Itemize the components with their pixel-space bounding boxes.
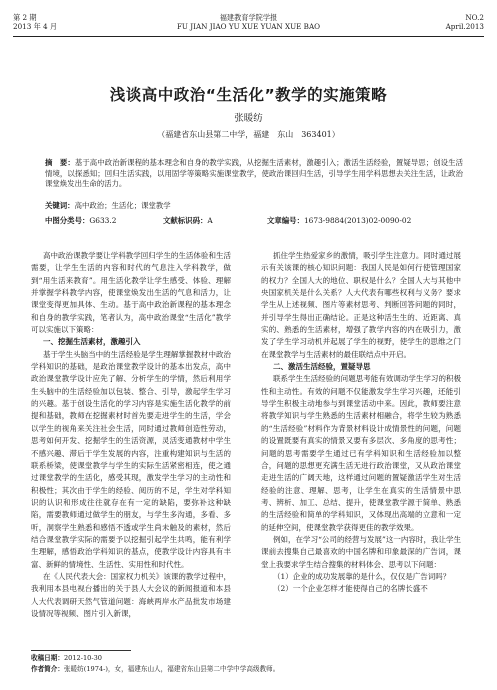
abstract [45,158,463,190]
received-date [31,654,102,663]
body-column-right [261,250,461,596]
abstract-text: 基于高中政治新课程的基本理念和自身的教学实践，从挖掘生活素材，激趣引入；激活生活经验，置疑导思；创设生活情境，以探悉知；回归生活实践，以用固学等策略实施课堂教学，使政治课回归生活，引导学生用学科思想去关注生活，让政治课堂焕发出生命的活力。 [45,158,463,188]
body-paragraph: （1）企业的成功发展靠的是什么，仅仅是广告词吗？ [273,571,451,581]
body-paragraph: 例如，在学习“公司的经营与发展”这一内容时，我让学生课前去搜集自己最喜欢的中国名牌和印象最深的广告词，课堂上我要求学生结合搜集的材料体会、思考以下问题： [261,534,461,569]
author-bio [31,665,279,674]
header-rule [13,36,484,37]
header-right [446,13,484,31]
journal-pinyin: FU JIAN JIAO YU XUE YUAN XUE BAO [176,22,321,31]
body-paragraph: 基于学生头脑当中的生活经验是学生理解掌握教材中政治学科知识的基础，是政治课堂教学设计的基本出发点，高中政治课堂教学设计应先了解、分析学生的学情，然后利用学生头脑中的生活经验加以包装、整合、引导，激起学生学习的兴趣。基于创设生活化的学习内容是实施生活化教学的前提和基础，教师在挖掘素材时首先要走进学生的生活，学会以学生的视角来关注社会生活，同时通过教师创造性劳动，思考如何开发、挖掘学生的生活资源，灵活变通教材中学生不感兴趣、滞后于学生发展的内容，注重构建知识与生活的联系桥梁，使课堂教学与学生的实际生活紧密相连，使之通过课堂教学的生活化，感受其现，激发学生学习的主动性和积极性；其次由于学生的经验、阅历的不足，学生对学科知识的认识和形成往往就存在有一定的缺陷，要弥补这种缺陷，需要教师通过做学生的朋友，与学生多沟通，多看、多听，洞察学生熟悉和感悟不透或学生尚未触及的素材，然后结合课堂教学实际的需要予以挖掘引起学生共鸣，能有利学生理解，感悟政治学科知识的基点，使教学设计内容具有丰富、新鲜的情境性、生活性、实用性和时代性。 [31,349,231,569]
author-affiliation: （福建省东山县第二中学，福建 东山 363401） [157,130,340,139]
keywords [45,200,171,211]
doc-code-field [163,215,213,226]
keywords-label: 关键词： [45,201,75,210]
running-header [13,13,484,35]
issue-date: 2013 年 4 月 [13,22,58,31]
article-title: 浅谈高中政治“生活化”教学的实施策略 [109,86,388,104]
author-bio-label: 作者简介： [31,665,64,673]
body-paragraph: 在《人民代表大会：国家权力机关》该课的教学过程中，我利用本县电视台播出的关于县人大会议的新闻报道和本县人大代表调研天然气管道问题：海峡两岸水产品批发市场建设情况等视频、图片引入新课， [31,571,231,618]
body-paragraph: 联系学生生活经验的问题思考能有效调动学生学习的积极性和主动性。有效的问题不仅能激发学生学习兴趣，还能引导学生积极主动地参与到课堂活动中来。因此，教师要注意将教学知识与学生熟悉的生活素材相融合，将学生较为熟悉的“生活经验”材料作为背景材料设计成情景性的问题，问题的设置既要有真实的情景又要有多层次、多角度的思考性；问题的思考需要学生通过已有学科知识和生活经验加以整合，问题的思想更充满生活无进行政治课堂，又从政治课堂走进生活的广阔天地，这样通过问题的置疑激活学生对生活经验的注意、理解、思考，让学生在真实的生活情景中思考、辨析、加工、总结、提升，使课堂教学源于简单、熟悉的生活经验和简单的学科知识，又体现出高端的立意和一定的延伸空间，使课堂教学获得更佳的教学效果。 [261,374,461,532]
body-column-left [31,250,231,620]
issue-date-en: April.2013 [445,22,484,31]
keywords-text: 高中政治；生活化；课堂教学 [74,201,171,210]
article-id-value: 1673-9884(2013)02-0090-02 [303,216,412,225]
article-id-field [267,215,411,226]
body-paragraph: 抓住学生热爱家乡的激情，吸引学生注意力。同时通过展示有关该课的核心知识问题：我国人民是如何行使管理国家的权力？全国人大的地位、职权是什么？全国人大与其他中央国家机关是什么关系？人大代表有哪些权利与义务？要求学生从上述视频、图片等素材思考、判断回答问题的同时，并引导学生得出正确结论。正是这种活生生的、近距离、真实的、熟悉的生活素材，增强了教学内容的内在吸引力，激发了学生学习动机并起展了学生的视野，使学生的思维之门在课堂教学与生活素材的最佳联结点中开启。 [261,251,461,359]
body-paragraph: 高中政治课教学要让学科教学回归学生的生活体验和生活需要，让学生生活的内容和时代的气息注入学科教学，做到“用生活来教育”。用生活化教学让学生感受、体验、理解并掌握学科教学内容，使课堂焕发出生活的气息和活力，让课堂变得更加具体、生动。基于高中政治新课程的基本理念和自身的教学实践，笔者认为，高中政治课堂“生活化”教学可以实施以下策略： [31,251,231,335]
doc-code-value: A [207,216,213,225]
clc-field [45,215,116,226]
section-heading: 二、激活生活经验，置疑导思 [273,362,371,372]
issue-no: NO.2 [465,13,484,22]
doc-code-label: 文献标识码： [163,216,208,225]
section-heading: 一、挖掘生活素材，激趣引入 [43,337,141,347]
body-paragraph: （2）一个企业怎样才能使得自己的名牌长盛不 [273,584,428,594]
received-value: 2012-10-30 [63,654,102,662]
article-author: 张暖纺 [234,113,263,124]
clc-label: 中图分类号： [45,216,90,225]
received-label: 收稿日期： [31,654,64,662]
header-center [13,13,484,31]
article-id-label: 文章编号： [267,216,304,225]
clc-value: G633.2 [89,216,117,225]
author-bio-text: 张暖纺(1974-)，女，福建东山人，福建省东山县第二中学中学高级教师。 [63,665,280,673]
footnote-rule [31,650,131,651]
abstract-label: 摘 要： [45,158,75,167]
journal-name: 福建教育学院学报 [219,13,278,22]
issue-number: 第 2 期 [13,13,37,22]
